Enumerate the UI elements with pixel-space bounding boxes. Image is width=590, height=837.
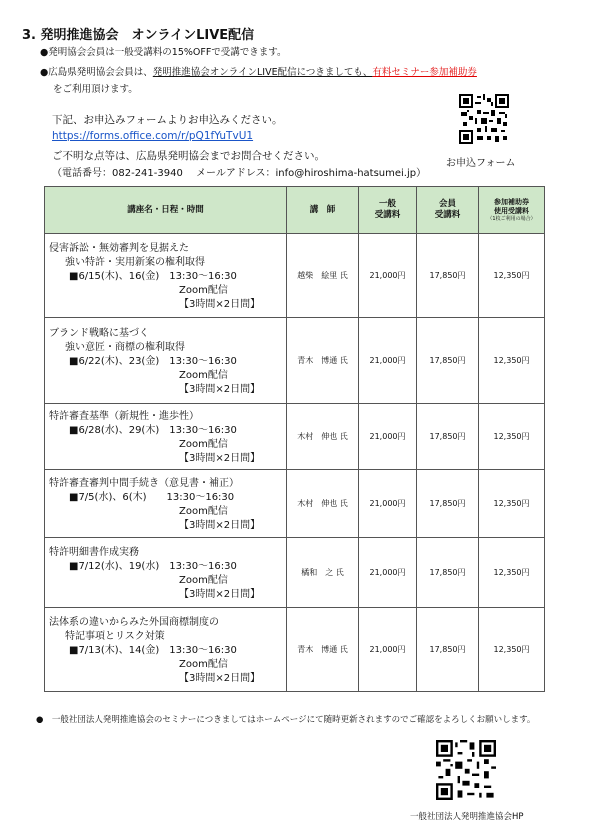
section-title: 3. 発明推進協会 オンラインLIVE配信 — [22, 28, 255, 43]
homepage-qr-code[interactable] — [436, 740, 496, 800]
apply-form-qr-code[interactable] — [459, 94, 509, 144]
course-title: 侵害訴訟・無効審判を見据えた — [49, 243, 189, 254]
header-course: 講座名・日程・時間 — [45, 187, 287, 234]
course-mode: Zoom配信 — [179, 285, 228, 296]
instructor-cell: 青木 博通 氏 — [287, 608, 359, 692]
instructor-cell: 橘和 之 氏 — [287, 538, 359, 608]
course-title: 特許明細書作成実務 — [49, 547, 139, 558]
course-mode: Zoom配信 — [179, 575, 228, 586]
header-coupon-fee: 参加補助券 使用受講料 （1枚ご利用の場合） — [479, 187, 545, 234]
table-row — [45, 318, 545, 404]
course-date: ■7/12(水)、19(水) 13:30～16:30 — [69, 561, 237, 572]
course-date: ■6/15(木)、16(金) 13:30～16:30 — [69, 271, 237, 282]
instructor-cell: 青木 博通 氏 — [287, 318, 359, 404]
course-subtitle: 強い特許・実用新案の権利取得 — [65, 257, 205, 268]
header-general-fee: 一般 受講料 — [359, 187, 417, 234]
header-instructor: 講 師 — [287, 187, 359, 234]
course-cell — [45, 318, 287, 404]
coupon-fee-cell: 12,350円 — [479, 608, 545, 692]
member-fee-cell: 17,850円 — [417, 608, 479, 692]
course-length: 【3時間×2日間】 — [179, 384, 261, 395]
coupon-fee-cell: 12,350円 — [479, 470, 545, 538]
subsidy-note-cont: をご利用頂けます。 — [53, 84, 138, 95]
table-row — [45, 404, 545, 470]
course-length: 【3時間×2日間】 — [179, 520, 261, 531]
table-row — [45, 608, 545, 692]
contact-note: ご不明な点等は、広島県発明協会までお問合せください。 — [52, 150, 325, 162]
course-mode: Zoom配信 — [179, 506, 228, 517]
coupon-fee-cell: 12,350円 — [479, 538, 545, 608]
course-mode: Zoom配信 — [179, 370, 228, 381]
general-fee-cell: 21,000円 — [359, 608, 417, 692]
member-fee-cell: 17,850円 — [417, 318, 479, 404]
course-mode: Zoom配信 — [179, 659, 228, 670]
course-subtitle: 強い意匠・商標の権利取得 — [65, 342, 185, 353]
footer-note: ● 一般社団法人発明推進協会のセミナーにつきましてはホームページにて随時更新されますのでご確認をよろしくお願いします。 — [36, 715, 536, 725]
member-fee-cell: 17,850円 — [417, 538, 479, 608]
course-date: ■6/28(水)、29(木) 13:30～16:30 — [69, 425, 237, 436]
contact-info: （電話番号：082-241-3940 メールアドレス：info@hiroshima-hatsumei.jp） — [52, 168, 427, 179]
subsidy-note-emphasis: 発明推進協会オンラインLIVE配信につきましても、 — [152, 67, 373, 78]
general-fee-cell: 21,000円 — [359, 318, 417, 404]
coupon-fee-cell: 12,350円 — [479, 234, 545, 318]
coupon-fee-cell: 12,350円 — [479, 404, 545, 470]
course-date: ■6/22(木)、23(金) 13:30～16:30 — [69, 356, 237, 367]
table-row — [45, 470, 545, 538]
subsidy-coupon-text: 有料セミナー参加補助券 — [372, 67, 477, 78]
course-length: 【3時間×2日間】 — [179, 299, 261, 310]
subsidy-note-lead: ●広島県発明協会会員は、 — [40, 67, 153, 78]
apply-form-qr-caption: お申込フォーム — [446, 158, 516, 169]
course-cell — [45, 470, 287, 538]
seminar-table — [44, 186, 545, 692]
course-cell — [45, 608, 287, 692]
member-fee-cell: 17,850円 — [417, 470, 479, 538]
course-title: ブランド戦略に基づく — [49, 328, 149, 339]
table-header-row — [45, 187, 545, 234]
table-row — [45, 234, 545, 318]
course-date: ■7/5(水)、6(木) 13:30～16:30 — [69, 492, 235, 503]
course-subtitle: 特記事項とリスク対策 — [65, 631, 165, 642]
course-title: 特許審査基準（新規性・進歩性） — [49, 411, 199, 422]
coupon-fee-cell: 12,350円 — [479, 318, 545, 404]
homepage-qr-caption: 一般社団法人発明推進協会HP — [410, 812, 524, 822]
instructor-cell: 越柴 絵里 氏 — [287, 234, 359, 318]
member-fee-cell: 17,850円 — [417, 404, 479, 470]
course-length: 【3時間×2日間】 — [179, 453, 261, 464]
course-date: ■7/13(木)、14(金) 13:30～16:30 — [69, 645, 237, 656]
member-fee-cell: 17,850円 — [417, 234, 479, 318]
discount-note: ●発明協会会員は一般受講料の15%OFFで受講できます。 — [40, 47, 287, 58]
course-length: 【3時間×2日間】 — [179, 673, 261, 684]
course-mode: Zoom配信 — [179, 439, 228, 450]
course-cell — [45, 538, 287, 608]
general-fee-cell: 21,000円 — [359, 538, 417, 608]
course-cell — [45, 234, 287, 318]
apply-instruction: 下記、お申込みフォームよりお申込みください。 — [52, 114, 283, 126]
apply-form-link[interactable]: https://forms.office.com/r/pQ1fYuTvU1 — [52, 130, 254, 142]
table-row — [45, 538, 545, 608]
course-title: 法体系の違いからみた外国商標制度の — [49, 617, 219, 628]
instructor-cell: 木村 伸也 氏 — [287, 470, 359, 538]
course-cell — [45, 404, 287, 470]
general-fee-cell: 21,000円 — [359, 470, 417, 538]
general-fee-cell: 21,000円 — [359, 404, 417, 470]
subsidy-note — [40, 64, 477, 78]
header-member-fee: 会員 受講料 — [417, 187, 479, 234]
course-title: 特許審査審判中間手続き（意見書・補正） — [49, 478, 239, 489]
instructor-cell: 木村 伸也 氏 — [287, 404, 359, 470]
course-length: 【3時間×2日間】 — [179, 589, 261, 600]
general-fee-cell: 21,000円 — [359, 234, 417, 318]
